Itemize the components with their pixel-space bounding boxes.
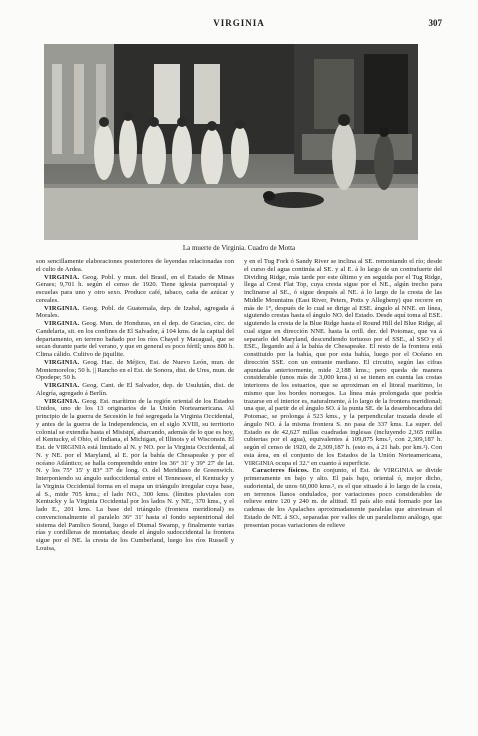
painting-illustration (44, 44, 418, 240)
paragraph (36, 398, 234, 553)
running-title: VIRGINIA (213, 18, 265, 28)
entry-text: En conjunto, el Est. de VIRGINIA se divide primeramente en bajo y alto. El país bajo, oriental ó, mejor dicho, sudoriental, de unos 60,000 kms.², es el que situado á lo largo de la costa, en terrenos llanos ondulados, por variaciones poco considerables de relieve entre 120 y 240 m. de altitud. El país alto está formado por las cadenas de los Apalaches aproximadamente paralelas que atraviesan el Estado de NE. á SO., separadas por valles de un paralelismo análogo, que presentan pocas variaciones de relieve (244, 467, 442, 529)
paragraph (36, 382, 234, 398)
entry-text: Geog. Mun. de Honduras, en el dep. de Gracias, circ. de Candelaria, sit. en los confines de El Salvador, á 104 kms. de la capital del departamento, en terreno bañado por los ríos Chayel y Macagual, que se secan durante parte del verano, y que en general es poco fértil; unos 800 h. Clima cálido. Cultivo de jiquilite. (36, 320, 234, 358)
entry-headword: VIRGINIA. (44, 273, 83, 281)
text-column-right (244, 258, 442, 724)
paragraph (36, 359, 234, 382)
entry-text: Geog. Pobl. y mun. del Brasil, en el Estado de Minas Geraes; 9,701 h. según el censo de 1920. Tiene iglesia parroquial y escuelas para uno y otro sexo. Produce café, tabaco, caña de azúcar y cereales. (36, 273, 234, 304)
body-text (36, 258, 442, 724)
entry-text: Geog. Pobl. de Guatemala, dep. de Izabal, agregada á Morales. (36, 304, 234, 320)
paragraph (36, 320, 234, 359)
entry-text: Geog. Cant. de El Salvador, dep. de Usulután, dist. de Alegría, agregado á Berlín. (36, 382, 234, 397)
paragraph (244, 467, 442, 529)
page-number: 307 (428, 18, 442, 28)
entry-text: son sencillamente elaboraciones posteriores de leyendas relacionadas con el culto de Ardea. (36, 258, 234, 273)
entry-text: y en el Tug Fork ó Sandy River se inclina al SE. remontando el río; desde el curso del agua continúa al SE. y al E. á lo largo de un contrafuerte del Dividing Ridge, más tarde por este último y en seguida por el Tug Ridge, llega al Crest Flat Top, cuya cresta sigue por el NE., algún trecho para inclinarse al SE., ó sigue después al NE. á lo largo de la cresta de las Middle Mountains (East River, Peters, Potts y Allegheny) que recorre en más de 1°, después de lo cual se dirige al ESE. ángulo al NNE. en línea, siguiendo crestas hasta el ángulo NO. del Estado. Desde aquí toma al ESE. siguiendo la cresta de la Blue Ridge hasta el Round Hill del Blue Ridge, al cual sigue en dirección NNE. hasta la orill. der. del Potomac, que va á separarlo del Maryland, descendiendo tortuoso por el SSE., al SSO y el ESE., llegando así á la bahía de Chesapeake. El resto de la frontera está constituido por la bahía, que por esta bahía, luego por el Océano en dirección SSE. con un entrante mediano. El circuito, según las cifras apuntadas anteriormente, mide 2,188 kms.; pero queda de manera considerable (unos más de 3,000 kms.) si se tienen en cuenta las costas interiores de los estuarios, que se aproximan en el litoral marítimo, lo mismo que los bordes noruegos. La línea más prolongada que podría trazarse en el interior es, naturalmente, á lo largo de la frontera meridional; una que, al partir de el ángulo SO. á la punta SE. de la desembocadura del Potomac, se prolonga á 523 kms., y la perpendicular trazada desde el ángulo NO. á la misma frontera S. no pasa de 337 kms. La super. del Estado es de 42,627 millas cuadradas inglesas (incluyendo 2,365 millas cubiertas por el agua), equivalentes á 109,875 kms.², con 2,309,187 h. según el censo de 1920, de 2,309,187 h. (esto es, á 21 hab. por km.²). Con esta área, en el conjunto de los Estados de la Unión Norteamericana, VIRGINIA ocupa el 32.º en cuanto á superficie. (244, 258, 442, 467)
paragraph (244, 258, 442, 467)
entry-text: Geog. Est. marítimo de la región oriental de los Estados Unidos, uno de los 13 originarios de la Unión Norteamericana. Al principio de la guerra de Secesión le fué segregada la Virginia Occidental, y antes de la guerra de la Independencia, en el siglo XVIII, su territorio colonial se extendía hasta el Misisipí, abarcando, además de lo que es hoy, el Kentucky, el Ohio, el Indiana, el Michigan, el Illinois y el Wisconsin. El Est. de VIRGINIA está limitado al N. y NO. por la Virginia Occidental, al N. y NE. por el Maryland, al E. por la bahía de Chesapeake y por el océano Atlántico; se halla comprendido entre los 36° 31' y 39° 27' de lat. N. y los 75° 15' y 83° 37' de long. O. del Meridiano de Greenwich. Interponiendo su ángulo sudoccidental entre el Tennessee, el Kentucky y la Virginia Occidental forma en el mapa un triángulo irregular cuya base, al S., mide 705 kms.; el lado NO., 300 kms. (límites pluviales con Kentucky y la Virginia Occidental por los lados N. y NE., 370 kms., y el lado E., 201 kms. La base del triángulo (frontera meridional) es convencionalmente el paralelo 36° 31' hasta el fondo septentrional del sistema del Pamlico Sound, luego el Dismal Swamp, y finalmente varias rías y cordilleras de montañas; desde el ángulo sudoccidental la frontera sigue por el NE. la cresta de los Cumberland, luego los ríos Russell y Louisa, (36, 397, 234, 552)
entry-text: Geog. Hac. de Méjico, Est. de Nuevo León, mun. de Montemorelos; 50 h. || Rancho en el Est. de Sonora, dist. de Ures, mun. de Opodepe; 50 h. (36, 358, 234, 382)
entry-headword: VIRGINIA. (44, 304, 83, 312)
entry-headword: VIRGINIA. (44, 358, 83, 366)
entry-headword: VIRGINIA. (44, 397, 82, 405)
entry-headword: Caracteres físicos. (252, 467, 313, 475)
text-column-left (36, 258, 234, 724)
paragraph (36, 274, 234, 305)
paragraph (36, 258, 234, 274)
painting-image (44, 44, 418, 240)
illustration-caption: La muerte de Virginia. Cuadro de Motta (182, 244, 296, 252)
paragraph (36, 305, 234, 321)
entry-headword: VIRGINIA. (44, 382, 83, 389)
page-header (36, 18, 442, 32)
entry-headword: VIRGINIA. (44, 320, 82, 327)
